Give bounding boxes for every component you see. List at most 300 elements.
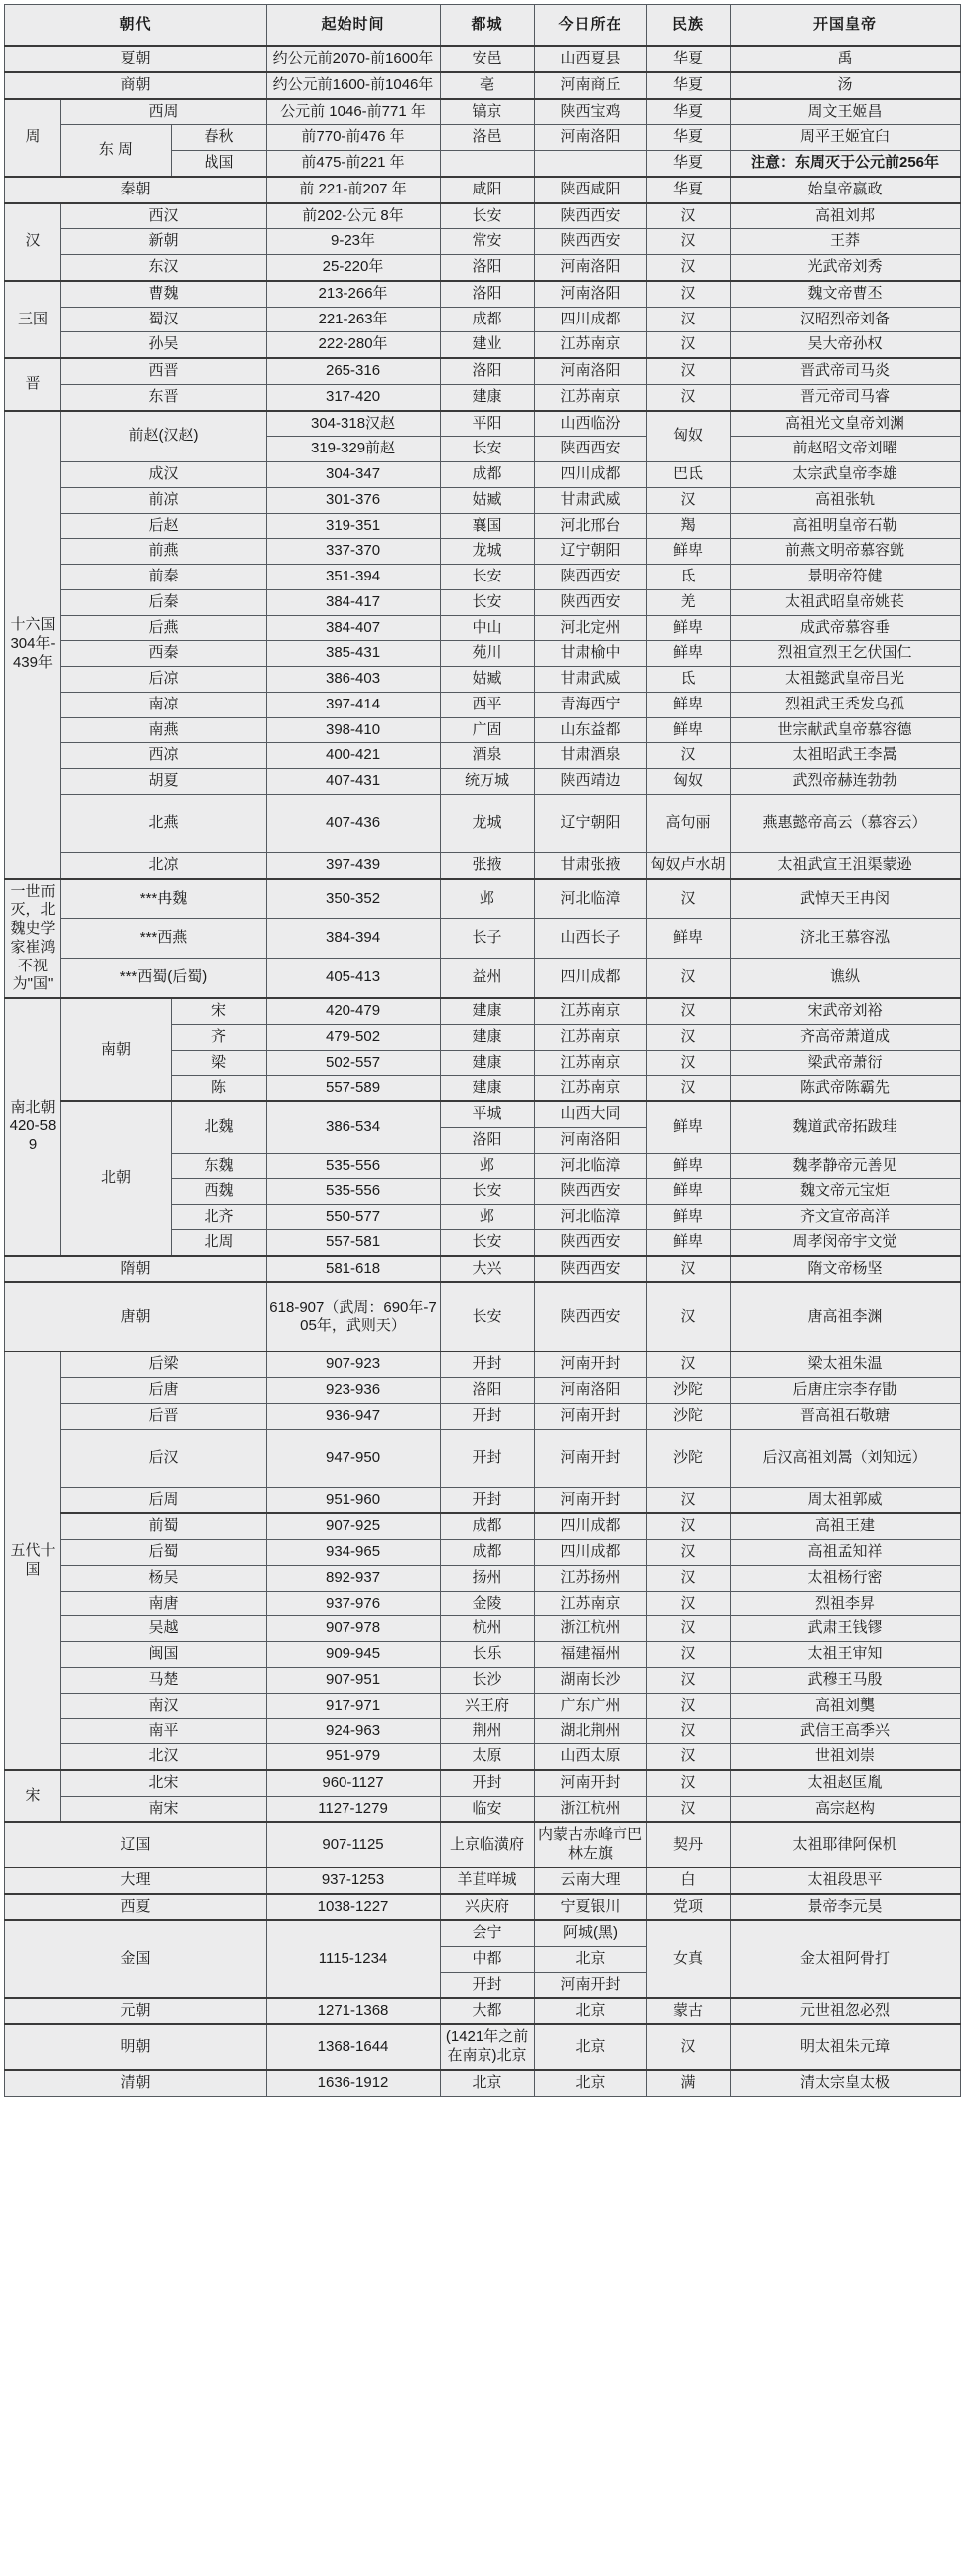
start-time: 936-947: [266, 1403, 440, 1429]
ethnicity: 匈奴卢水胡: [646, 852, 730, 878]
founding-emperor: 王莽: [730, 229, 960, 255]
table-row: [5, 2024, 960, 2070]
today-location: 陕西西安: [534, 1179, 646, 1205]
ethnicity: 鲜卑: [646, 1153, 730, 1179]
dynasty-name: 曹魏: [61, 281, 266, 307]
dynasty-name: 后周: [61, 1487, 266, 1513]
today-location: 甘肃榆中: [534, 641, 646, 667]
start-time: 350-352: [266, 879, 440, 919]
founding-emperor: 太祖耶律阿保机: [730, 1822, 960, 1868]
dynasty-name: 唐朝: [5, 1282, 266, 1352]
capital: 益州: [440, 959, 534, 998]
today-location: 陕西西安: [534, 565, 646, 590]
dynasty-name: 南唐: [61, 1591, 266, 1616]
capital: 苑川: [440, 641, 534, 667]
start-time: 909-945: [266, 1642, 440, 1668]
capital: 兴王府: [440, 1693, 534, 1719]
table-row: [5, 794, 960, 852]
capital: 建业: [440, 332, 534, 358]
table-row: [5, 919, 960, 959]
start-time: 951-960: [266, 1487, 440, 1513]
today-location: 陕西宝鸡: [534, 99, 646, 125]
start-time: 222-280年: [266, 332, 440, 358]
founding-emperor: 太祖武昭皇帝姚苌: [730, 589, 960, 615]
dynasty-name: 北齐: [172, 1205, 266, 1230]
capital: 开封: [440, 1352, 534, 1377]
dynasty-group-nanchao: 南朝: [61, 998, 172, 1101]
dynasty-name: 胡夏: [61, 769, 266, 795]
table-row: [5, 1101, 960, 1127]
dynasty-name: 东魏: [172, 1153, 266, 1179]
start-time: 907-923: [266, 1352, 440, 1377]
ethnicity: 华夏: [646, 177, 730, 203]
ethnicity: 汉: [646, 1050, 730, 1076]
ethnicity: 汉: [646, 307, 730, 332]
table-row: [5, 1667, 960, 1693]
ethnicity: 华夏: [646, 72, 730, 99]
founding-emperor: 武肃王钱镠: [730, 1616, 960, 1642]
ethnicity: 华夏: [646, 99, 730, 125]
capital: [440, 151, 534, 177]
ethnicity: 汉: [646, 281, 730, 307]
today-location: 河南洛阳: [534, 281, 646, 307]
today-location: 青海西宁: [534, 692, 646, 717]
today-location: 湖北荆州: [534, 1719, 646, 1744]
dynasty-name: ***西燕: [61, 919, 266, 959]
today-location: 河南开封: [534, 1972, 646, 1997]
table-row: [5, 1282, 960, 1352]
table-row: [5, 1719, 960, 1744]
table-row: [5, 717, 960, 743]
ethnicity: 羌: [646, 589, 730, 615]
dynasty-name: 西夏: [5, 1894, 266, 1921]
today-location: 陕西西安: [534, 437, 646, 462]
dynasty-name: 后汉: [61, 1429, 266, 1487]
ethnicity: 鲜卑: [646, 692, 730, 717]
dynasty-name: ***冉魏: [61, 879, 266, 919]
dynasty-name: 前秦: [61, 565, 266, 590]
ethnicity: 汉: [646, 255, 730, 281]
dynasty-name: 西晋: [61, 358, 266, 384]
dynasty-name: 后燕: [61, 615, 266, 641]
capital: 襄国: [440, 513, 534, 539]
table-row: [5, 1591, 960, 1616]
table-row: [5, 879, 960, 919]
table-row: [5, 692, 960, 717]
founding-emperor: 周平王姬宜臼: [730, 125, 960, 151]
capital: 长安: [440, 437, 534, 462]
founding-emperor: 成武帝慕容垂: [730, 615, 960, 641]
capital: 金陵: [440, 1591, 534, 1616]
start-time: 951-979: [266, 1744, 440, 1770]
start-time: 907-978: [266, 1616, 440, 1642]
founding-emperor: 后汉高祖刘暠（刘知远）: [730, 1429, 960, 1487]
capital: 长安: [440, 1179, 534, 1205]
ethnicity: 沙陀: [646, 1403, 730, 1429]
founding-emperor: 谯纵: [730, 959, 960, 998]
start-time: 319-329前赵: [266, 437, 440, 462]
founding-emperor: 高祖孟知祥: [730, 1540, 960, 1566]
table-row: [5, 1540, 960, 1566]
capital: 长安: [440, 203, 534, 229]
dynasty-name: 西周: [61, 99, 266, 125]
table-row: [5, 1744, 960, 1770]
today-location: 河南商丘: [534, 72, 646, 99]
table-row: [5, 1796, 960, 1822]
ethnicity: 汉: [646, 1770, 730, 1796]
dynasty-name: 梁: [172, 1050, 266, 1076]
founding-emperor: 晋元帝司马睿: [730, 384, 960, 410]
capital: 会宁: [440, 1920, 534, 1946]
today-location: [534, 151, 646, 177]
today-location: 陕西西安: [534, 1229, 646, 1255]
today-location: 浙江杭州: [534, 1616, 646, 1642]
today-location: 江苏扬州: [534, 1565, 646, 1591]
table-row: [5, 307, 960, 332]
ethnicity: 匈奴: [646, 411, 730, 462]
table-row: [5, 769, 960, 795]
ethnicity: 汉: [646, 959, 730, 998]
ethnicity: 汉: [646, 1616, 730, 1642]
capital: 邺: [440, 1205, 534, 1230]
start-time: 1038-1227: [266, 1894, 440, 1921]
today-location: 河南开封: [534, 1429, 646, 1487]
start-time: 25-220年: [266, 255, 440, 281]
start-time: 535-556: [266, 1153, 440, 1179]
founding-emperor: 魏孝静帝元善见: [730, 1153, 960, 1179]
start-time: 400-421: [266, 743, 440, 769]
founding-emperor: 高祖王建: [730, 1513, 960, 1539]
today-location: 云南大理: [534, 1868, 646, 1894]
founding-emperor: 金太祖阿骨打: [730, 1920, 960, 1997]
dynasty-name: 战国: [172, 151, 266, 177]
start-time: 397-439: [266, 852, 440, 878]
ethnicity: 汉: [646, 229, 730, 255]
dynasty-name: 后梁: [61, 1352, 266, 1377]
dynasty-group-song: 宋: [5, 1770, 61, 1823]
today-location: 山西长子: [534, 919, 646, 959]
ethnicity: 汉: [646, 1667, 730, 1693]
founding-emperor: 周太祖郭威: [730, 1487, 960, 1513]
col-header-today-location: 今日所在: [534, 5, 646, 47]
founding-emperor: 禹: [730, 46, 960, 72]
start-time: 407-431: [266, 769, 440, 795]
capital: 成都: [440, 1513, 534, 1539]
ethnicity: 汉: [646, 1540, 730, 1566]
capital: 开封: [440, 1403, 534, 1429]
founding-emperor: 高祖刘龑: [730, 1693, 960, 1719]
dynasty-name: 后蜀: [61, 1540, 266, 1566]
table-row: [5, 1693, 960, 1719]
start-time: 924-963: [266, 1719, 440, 1744]
capital: 亳: [440, 72, 534, 99]
dynasty-group-dongzhou: 东 周: [61, 125, 172, 177]
today-location: 甘肃武威: [534, 487, 646, 513]
dynasty-name: 元朝: [5, 1998, 266, 2025]
start-time: 前475-前221 年: [266, 151, 440, 177]
dynasty-group-nanbeichao: 南北朝 420-589: [5, 998, 61, 1256]
dynasty-name: 金国: [5, 1920, 266, 1997]
capital: 开封: [440, 1487, 534, 1513]
founding-emperor: 汤: [730, 72, 960, 99]
table-row: [5, 125, 960, 151]
founding-emperor: 周文王姬昌: [730, 99, 960, 125]
dynasty-name: 明朝: [5, 2024, 266, 2070]
founding-emperor: 光武帝刘秀: [730, 255, 960, 281]
ethnicity: 华夏: [646, 46, 730, 72]
ethnicity: 鲜卑: [646, 539, 730, 565]
founding-emperor: 太祖杨行密: [730, 1565, 960, 1591]
ethnicity: 汉: [646, 1796, 730, 1822]
start-time: 407-436: [266, 794, 440, 852]
table-row: [5, 1894, 960, 1921]
dynasty-name: 西凉: [61, 743, 266, 769]
capital: 建康: [440, 1076, 534, 1101]
capital: 酒泉: [440, 743, 534, 769]
dynasty-name: 南平: [61, 1719, 266, 1744]
table-row: [5, 615, 960, 641]
today-location: 山西太原: [534, 1744, 646, 1770]
founding-emperor: 唐高祖李渊: [730, 1282, 960, 1352]
ethnicity: 汉: [646, 358, 730, 384]
col-header-founding-emperor: 开国皇帝: [730, 5, 960, 47]
today-location: 四川成都: [534, 1513, 646, 1539]
founding-emperor: 魏文帝曹丕: [730, 281, 960, 307]
founding-emperor: 太祖懿武皇帝吕光: [730, 667, 960, 693]
founding-emperor: 高祖光文皇帝刘渊: [730, 411, 960, 437]
ethnicity: 汉: [646, 1352, 730, 1377]
capital: 洛阳: [440, 1127, 534, 1153]
today-location: 山西大同: [534, 1101, 646, 1127]
ethnicity: 汉: [646, 1282, 730, 1352]
founding-emperor: 吴大帝孙权: [730, 332, 960, 358]
dynasty-name: 清朝: [5, 2070, 266, 2096]
today-location: 陕西西安: [534, 229, 646, 255]
ethnicity: 满: [646, 2070, 730, 2096]
capital: 兴庆府: [440, 1894, 534, 1921]
table-row: [5, 1868, 960, 1894]
capital: 成都: [440, 462, 534, 488]
today-location: 辽宁朝阳: [534, 794, 646, 852]
table-row: [5, 667, 960, 693]
dynasty-name: 马楚: [61, 1667, 266, 1693]
start-time: 947-950: [266, 1429, 440, 1487]
founding-emperor: 武悼天王冉闵: [730, 879, 960, 919]
ethnicity: 鲜卑: [646, 919, 730, 959]
table-row: [5, 487, 960, 513]
ethnicity: 沙陀: [646, 1429, 730, 1487]
today-location: 江苏南京: [534, 1076, 646, 1101]
today-location: 河北邢台: [534, 513, 646, 539]
founding-emperor: 太宗武皇帝李雄: [730, 462, 960, 488]
table-row: [5, 589, 960, 615]
capital: 洛阳: [440, 1378, 534, 1404]
dynasty-name: 南燕: [61, 717, 266, 743]
today-location: 河南开封: [534, 1770, 646, 1796]
dynasty-name: 东晋: [61, 384, 266, 410]
table-row: [5, 1403, 960, 1429]
ethnicity: 汉: [646, 1487, 730, 1513]
today-location: 河南洛阳: [534, 125, 646, 151]
founding-emperor: 宋武帝刘裕: [730, 998, 960, 1024]
start-time: 937-1253: [266, 1868, 440, 1894]
capital: 开封: [440, 1429, 534, 1487]
dynasty-name: 西汉: [61, 203, 266, 229]
founding-emperor: 梁太祖朱温: [730, 1352, 960, 1377]
capital: 北京: [440, 2070, 534, 2096]
start-time: 892-937: [266, 1565, 440, 1591]
ethnicity: 汉: [646, 1513, 730, 1539]
dynasty-name: 后晋: [61, 1403, 266, 1429]
table-row: [5, 998, 960, 1024]
ethnicity: 高句丽: [646, 794, 730, 852]
today-location: 江苏南京: [534, 1024, 646, 1050]
today-location: 北京: [534, 1947, 646, 1973]
today-location: 内蒙古赤峰市巴林左旗: [534, 1822, 646, 1868]
start-time: 581-618: [266, 1256, 440, 1283]
table-row: [5, 332, 960, 358]
dynasty-name: 齐: [172, 1024, 266, 1050]
dynasty-name: 前赵(汉赵): [61, 411, 266, 462]
dongzhou-warning-note: 注意：东周灭于公元前256年: [730, 151, 960, 177]
ethnicity: 汉: [646, 1591, 730, 1616]
today-location: 四川成都: [534, 959, 646, 998]
today-location: 河南开封: [534, 1487, 646, 1513]
table-row: [5, 99, 960, 125]
capital: 长安: [440, 1282, 534, 1352]
start-time: 405-413: [266, 959, 440, 998]
today-location: 陕西西安: [534, 1256, 646, 1283]
capital: 洛阳: [440, 255, 534, 281]
founding-emperor: 高祖刘邦: [730, 203, 960, 229]
dynasty-name: 蜀汉: [61, 307, 266, 332]
table-row: [5, 743, 960, 769]
today-location: 河北临漳: [534, 879, 646, 919]
founding-emperor: 太祖王审知: [730, 1642, 960, 1668]
capital: 常安: [440, 229, 534, 255]
capital: 建康: [440, 998, 534, 1024]
capital: 长安: [440, 589, 534, 615]
start-time: 398-410: [266, 717, 440, 743]
dynasty-name: 陈: [172, 1076, 266, 1101]
today-location: 江苏南京: [534, 1050, 646, 1076]
table-row: [5, 1256, 960, 1283]
table-row: [5, 641, 960, 667]
ethnicity: 汉: [646, 879, 730, 919]
ethnicity: 白: [646, 1868, 730, 1894]
today-location: 江苏南京: [534, 384, 646, 410]
founding-emperor: 晋高祖石敬瑭: [730, 1403, 960, 1429]
founding-emperor: 陈武帝陈霸先: [730, 1076, 960, 1101]
founding-emperor: 燕惠懿帝高云（慕容云）: [730, 794, 960, 852]
start-time: 907-951: [266, 1667, 440, 1693]
table-row: [5, 1998, 960, 2025]
capital: 龙城: [440, 794, 534, 852]
dynasty-name: 北魏: [172, 1101, 266, 1153]
today-location: 河南洛阳: [534, 1378, 646, 1404]
start-time: 351-394: [266, 565, 440, 590]
capital: 邺: [440, 879, 534, 919]
start-time: 385-431: [266, 641, 440, 667]
today-location: 陕西西安: [534, 1282, 646, 1352]
ethnicity: 鲜卑: [646, 1101, 730, 1153]
dynasty-name: 吴越: [61, 1616, 266, 1642]
today-location: 北京: [534, 2070, 646, 2096]
table-row: [5, 203, 960, 229]
founding-emperor: 世宗献武皇帝慕容德: [730, 717, 960, 743]
capital: 大兴: [440, 1256, 534, 1283]
founding-emperor: 始皇帝嬴政: [730, 177, 960, 203]
capital: 镐京: [440, 99, 534, 125]
start-time: 550-577: [266, 1205, 440, 1230]
capital: 中都: [440, 1947, 534, 1973]
dynasty-name: 北燕: [61, 794, 266, 852]
capital: 中山: [440, 615, 534, 641]
ethnicity: 鲜卑: [646, 615, 730, 641]
start-time: 前770-前476 年: [266, 125, 440, 151]
start-time: 907-1125: [266, 1822, 440, 1868]
table-row: [5, 1487, 960, 1513]
start-time: 前 221-前207 年: [266, 177, 440, 203]
start-time: 937-976: [266, 1591, 440, 1616]
today-location: 辽宁朝阳: [534, 539, 646, 565]
dynasty-name: 春秋: [172, 125, 266, 151]
dynasty-name: 东汉: [61, 255, 266, 281]
start-time: 557-589: [266, 1076, 440, 1101]
capital: 扬州: [440, 1565, 534, 1591]
today-location: 陕西西安: [534, 589, 646, 615]
dynasty-name: 隋朝: [5, 1256, 266, 1283]
table-row: [5, 1565, 960, 1591]
capital: 上京临潢府: [440, 1822, 534, 1868]
ethnicity: 汉: [646, 203, 730, 229]
founding-emperor: 烈祖宣烈王乞伏国仁: [730, 641, 960, 667]
ethnicity: 契丹: [646, 1822, 730, 1868]
start-time: 319-351: [266, 513, 440, 539]
capital: 洛阳: [440, 281, 534, 307]
table-row: [5, 72, 960, 99]
start-time: 337-370: [266, 539, 440, 565]
today-location: 江苏南京: [534, 1591, 646, 1616]
ethnicity: 汉: [646, 1744, 730, 1770]
start-time: 221-263年: [266, 307, 440, 332]
ethnicity: 汉: [646, 384, 730, 410]
start-time: 317-420: [266, 384, 440, 410]
dynasty-name: 前燕: [61, 539, 266, 565]
table-row: [5, 2070, 960, 2096]
start-time: 384-417: [266, 589, 440, 615]
ethnicity: 氐: [646, 667, 730, 693]
founding-emperor: 景明帝符健: [730, 565, 960, 590]
capital: 长沙: [440, 1667, 534, 1693]
table-row: [5, 177, 960, 203]
today-location: 阿城(黑): [534, 1920, 646, 1946]
table-row: [5, 1920, 960, 1946]
ethnicity: 女真: [646, 1920, 730, 1997]
ethnicity: 鲜卑: [646, 717, 730, 743]
dynasty-name: 杨吴: [61, 1565, 266, 1591]
today-location: 四川成都: [534, 1540, 646, 1566]
today-location: 河北定州: [534, 615, 646, 641]
table-row: [5, 565, 960, 590]
col-header-capital: 都城: [440, 5, 534, 47]
today-location: 甘肃武威: [534, 667, 646, 693]
founding-emperor: 太祖武宣王沮渠蒙逊: [730, 852, 960, 878]
dynasty-name: 新朝: [61, 229, 266, 255]
start-time: 1636-1912: [266, 2070, 440, 2096]
capital: 广固: [440, 717, 534, 743]
capital: 杭州: [440, 1616, 534, 1642]
